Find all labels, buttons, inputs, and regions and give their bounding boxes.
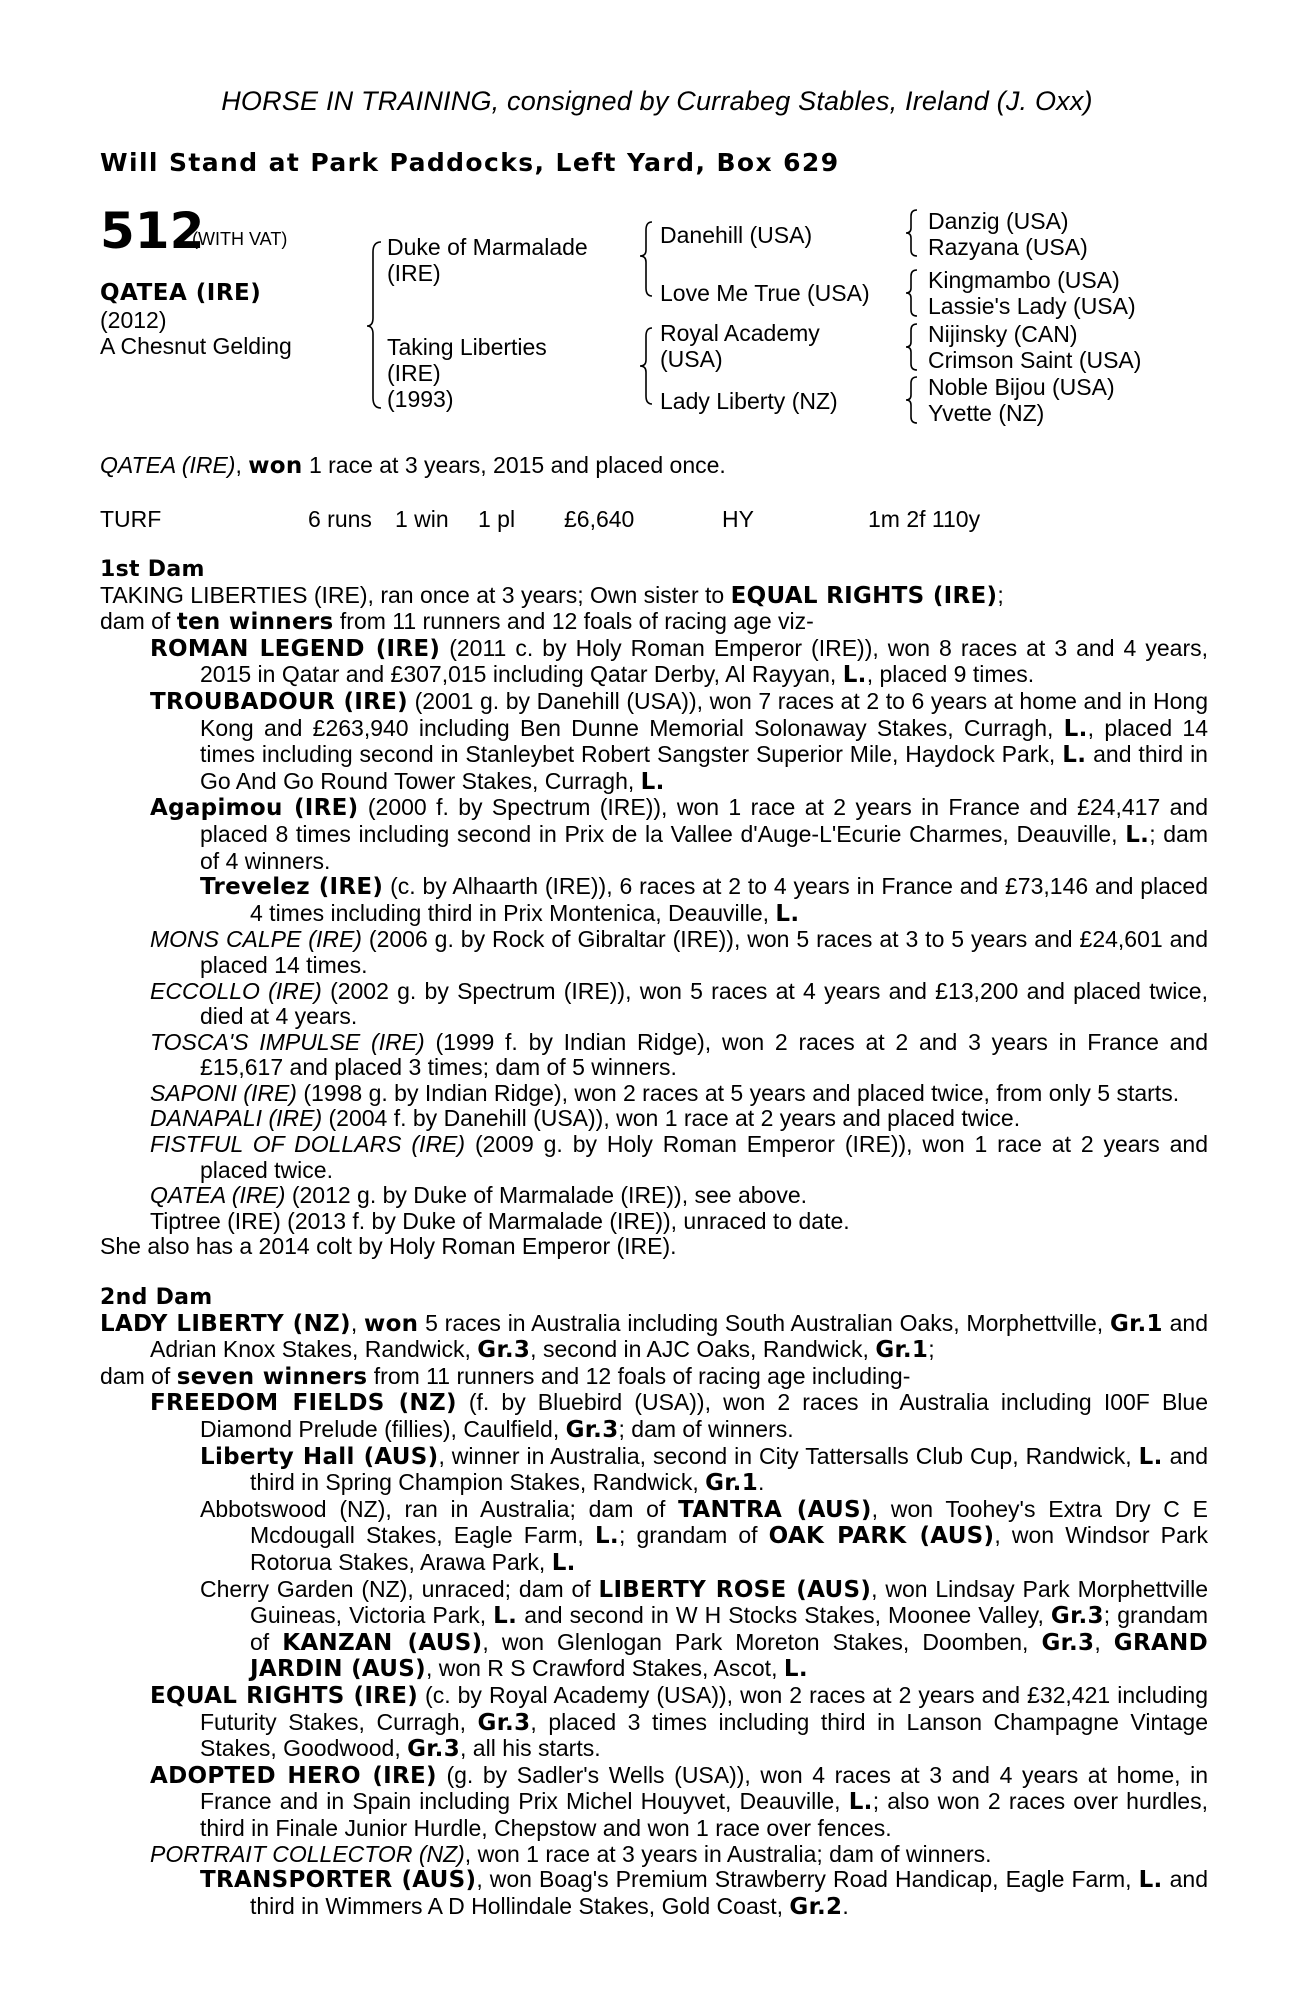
first-dam-produce-summary: dam of ten winners from 11 runners and 12 foals of racing age viz-: [100, 608, 814, 636]
pedigree-sdd: Lassie's Lady (USA): [928, 293, 1136, 319]
first-dam-closing: She also has a 2014 colt by Holy Roman Emperor (IRE).: [100, 1233, 677, 1260]
record-earnings: £6,640: [564, 506, 635, 532]
pedigree-dss: Nijinsky (CAN): [928, 321, 1078, 347]
catalogue-title: HORSE IN TRAINING, consigned by Currabeg Stables, Ireland (J. Oxx): [221, 86, 1093, 116]
pedigree-ddd: Yvette (NZ): [928, 400, 1045, 426]
vat-note: (WITH VAT): [192, 229, 288, 249]
record-distance: 1m 2f 110y: [868, 506, 981, 532]
record-runs: 6 runs: [308, 506, 372, 532]
pedigree-bracket-main: [365, 240, 385, 410]
pedigree-bracket-dd: [904, 375, 920, 427]
produce-sub-entry: Trevelez (IRE) (c. by Alhaarth (IRE)), 6 races at 2 to 4 years in France and £73,146 and placed 4 times including third in Prix Montenica, Deauville, L.: [200, 873, 1209, 927]
pedigree-sire-dam: Love Me True (USA): [660, 280, 870, 306]
record-placed: 1 pl: [478, 506, 516, 532]
record-going: HY: [722, 506, 754, 532]
record-wins: 1 win: [395, 506, 449, 532]
pedigree-dsd: Crimson Saint (USA): [928, 347, 1142, 373]
first-dam-heading: 1st Dam: [100, 557, 205, 582]
produce-entry: ECCOLLO (IRE) (2002 g. by Spectrum (IRE)), won 5 races at 4 years and £13,200 and placed twice, died at 4 years.: [150, 977, 1208, 1030]
pedigree-sss: Danzig (USA): [928, 208, 1069, 234]
lot-number: 512: [100, 202, 205, 260]
stand-location: Will Stand at Park Paddocks, Left Yard, Box 629: [100, 148, 840, 177]
produce-record: [100, 557, 1208, 1920]
horse-foaling-year: (2012): [100, 307, 167, 333]
pedigree-sds: Kingmambo (USA): [928, 267, 1120, 293]
pedigree-bracket-sire: [638, 220, 656, 300]
produce-entry: DANAPALI (IRE) (2004 f. by Danehill (USA)), won 1 race at 2 years and placed twice.: [150, 1105, 1021, 1132]
produce-entry: ADOPTED HERO (IRE) (g. by Sadler's Wells (USA)), won 4 races at 3 and 4 years at home, in France and in Spain including Prix Michel Houyvet, Deauville, L.; also won 2 races over hurdles, third in Finale Junior Hurdle, Chepstow and won 1 race over fences.: [150, 1761, 1209, 1841]
produce-entry: PORTRAIT COLLECTOR (NZ), won 1 race at 3 years in Australia; dam of winners.: [150, 1840, 992, 1867]
pedigree-sire-sire: Danehill (USA): [660, 222, 813, 248]
pedigree-bracket-ds: [904, 322, 920, 374]
produce-sub-entry: Cherry Garden (NZ), unraced; dam of LIBERTY ROSE (AUS), won Lindsay Park Morphettville Guineas, Victoria Park, L. and second in W H Stocks Stakes, Moonee Valley, Gr.3; grandam of KANZAN (AUS), won Glenlogan Park Moreton Stakes, Doomben, Gr.3, GRAND JARDIN (AUS), won R S Crawford Stakes, Ascot, L.: [200, 1575, 1209, 1683]
produce-sub-entry: Abbotswood (NZ), ran in Australia; dam of TANTRA (AUS), won Toohey's Extra Dry C E Mcdougall Stakes, Eagle Farm, L.; grandam of OAK PARK (AUS), won Windsor Park Rotorua Stakes, Arawa Park, L.: [200, 1495, 1208, 1576]
pedigree-bracket-sd: [904, 268, 920, 320]
pedigree-dam-suffix: (IRE): [387, 360, 441, 386]
produce-sub-entry: Liberty Hall (AUS), winner in Australia, second in City Tattersalls Club Cup, Randwick, L. and third in Spring Champion Stakes, Randwick, Gr.1.: [200, 1442, 1209, 1497]
pedigree-dam-name: Taking Liberties: [387, 334, 547, 360]
produce-entry: ROMAN LEGEND (IRE) (2011 c. by Holy Roman Emperor (IRE)), won 8 races at 3 and 4 years, 2015 in Qatar and £307,015 including Qatar Derby, Al Rayyan, L., placed 9 times.: [150, 634, 1208, 689]
produce-entry: SAPONI (IRE) (1998 g. by Indian Ridge), won 2 races at 5 years and placed twice, from only 5 starts.: [150, 1079, 1180, 1106]
pedigree-dam-sire: Royal Academy (USA): [660, 320, 820, 372]
pedigree-ssd: Razyana (USA): [928, 234, 1088, 260]
summary-won: won: [248, 453, 303, 479]
pedigree-sire: Duke of Marmalade (IRE): [387, 234, 588, 286]
race-record-row: [100, 506, 1208, 536]
produce-entry: FREEDOM FIELDS (NZ) (f. by Bluebird (USA)), won 2 races in Australia including I00F Blue Diamond Prelude (fillies), Caulfield, Gr.3; dam of winners.: [150, 1389, 1208, 1443]
produce-entry: QATEA (IRE) (2012 g. by Duke of Marmalade (IRE)), see above.: [150, 1182, 808, 1209]
record-surface: TURF: [100, 506, 162, 532]
first-dam-intro: TAKING LIBERTIES (IRE), ran once at 3 years; Own sister to EQUAL RIGHTS (IRE);: [100, 581, 1004, 609]
produce-sub-entry: TRANSPORTER (AUS), won Boag's Premium Strawberry Road Handicap, Eagle Farm, L. and third in Wimmers A D Hollindale Stakes, Gold Coast, Gr.2.: [200, 1866, 1208, 1920]
summary-text: 1 race at 3 years, 2015 and placed once.: [308, 452, 726, 478]
pedigree-dam-year: (1993): [387, 386, 454, 412]
pedigree-dds: Noble Bijou (USA): [928, 374, 1115, 400]
pedigree-bracket-ss: [904, 208, 920, 260]
produce-entry: MONS CALPE (IRE) (2006 g. by Rock of Gibraltar (IRE)), won 5 races at 3 to 5 years and £24,601 and placed 14 times.: [150, 926, 1208, 978]
produce-entry: TROUBADOUR (IRE) (2001 g. by Danehill (USA)), won 7 races at 2 to 6 years at home and in Hong Kong and £263,940 including Ben Dunne Memorial Solonaway Stakes, Curragh, L., placed 14 times including second in Stanleybet Robert Sangster Superior Mile, Haydock Park, L. and third in Go And Go Round Tower Stakes, Curragh, L.: [150, 687, 1208, 795]
produce-entry: EQUAL RIGHTS (IRE) (c. by Royal Academy (USA)), won 2 races at 2 years and £32,421 including Futurity Stakes, Curragh, Gr.3, placed 3 times including third in Lanson Champagne Vintage Stakes, Goodwood, Gr.3, all his starts.: [150, 1681, 1208, 1763]
second-dam-intro: LADY LIBERTY (NZ), won 5 races in Australia including South Australian Oaks, Morphettville, Gr.1 and Adrian Knox Stakes, Randwick, Gr.3, second in AJC Oaks, Randwick, Gr.1;: [100, 1309, 1209, 1364]
race-summary: QATEA (IRE), won 1 race at 3 years, 2015 and placed once.: [100, 452, 726, 479]
horse-name: QATEA (IRE): [100, 280, 262, 306]
produce-entry: Tiptree (IRE) (2013 f. by Duke of Marmalade (IRE)), unraced to date.: [150, 1207, 850, 1234]
horse-description: A Chesnut Gelding: [100, 333, 292, 359]
produce-entry: Agapimou (IRE) (2000 f. by Spectrum (IRE)), won 1 race at 2 years in France and £24,417 and placed 8 times including second in Prix de la Vallee d'Auge-L'Ecurie Charmes, Deauville, L.; dam of 4 winners.: [150, 794, 1209, 874]
produce-entry: TOSCA'S IMPULSE (IRE) (1999 f. by Indian Ridge), won 2 races at 2 and 3 years in France and £15,617 and placed 3 times; dam of 5 winners.: [150, 1028, 1208, 1081]
second-dam-heading: 2nd Dam: [100, 1285, 213, 1311]
pedigree-bracket-dam: [638, 326, 656, 408]
summary-horse-name: QATEA (IRE): [100, 452, 236, 478]
second-dam-produce-summary: dam of seven winners from 11 runners and 12 foals of racing age including-: [100, 1362, 911, 1390]
pedigree-dam-dam: Lady Liberty (NZ): [660, 388, 838, 414]
produce-entry: FISTFUL OF DOLLARS (IRE) (2009 g. by Holy Roman Emperor (IRE)), won 1 race at 2 years and placed twice.: [150, 1131, 1209, 1183]
